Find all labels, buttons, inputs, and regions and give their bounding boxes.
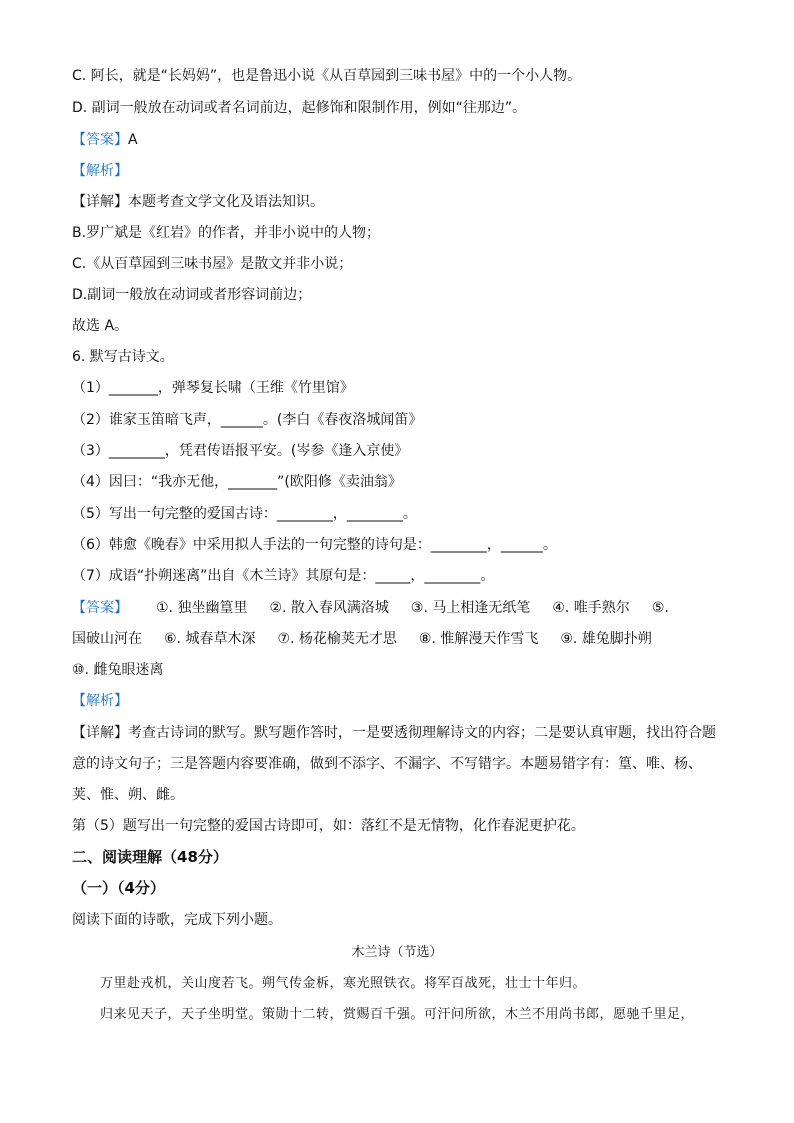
analysis-tag-2: 【解析】 xyxy=(72,693,128,709)
question-6-4: （4）因曰：“我亦无他，_______”(欧阳修《卖油翁》 xyxy=(72,474,402,490)
question-6-2: （2）谁家玉笛暗飞声，______。(李白《春夜洛城闻笛》 xyxy=(72,412,423,428)
option-d: D. 副词一般放在动词或者名词前边，起修饰和限制作用，例如“往那边”。 xyxy=(72,100,527,116)
instruction: 阅读下面的诗歌，完成下列小题。 xyxy=(72,912,282,928)
answer-item: 国破山河在 xyxy=(72,631,142,647)
answer-item: ③. 马上相逢无纸笔 xyxy=(410,600,531,616)
analysis-tag: 【解析】 xyxy=(72,163,128,179)
explanation-b: B.罗广斌是《红岩》的作者，并非小说中的人物； xyxy=(72,225,381,241)
answer-row-2 xyxy=(72,598,669,618)
answer-value: A xyxy=(128,132,138,148)
answer-item: ②. 散入春风满洛城 xyxy=(269,600,389,616)
answer-row-1 xyxy=(72,130,138,150)
poem-title: 木兰诗（节选） xyxy=(351,945,443,960)
explanation-d: D.副词一般放在动词或者形容词前边； xyxy=(72,287,312,303)
answer-tag: 【答案】 xyxy=(72,132,128,148)
explanation-c: C.《从百草园到三味书屋》是散文并非小说； xyxy=(72,256,353,272)
answer-item: ⑨. 雄兔脚扑朔 xyxy=(560,631,652,647)
detail-row-2b: 意的诗文句子；三是答题内容要准确，做到不添字、不漏字、不写错字。本题易错字有：篁、唯、杨、 xyxy=(72,756,702,772)
answer-item: ⑥. 城春草木深 xyxy=(164,631,256,647)
detail-tag: 【详解】 xyxy=(72,194,128,210)
question-6-5: （5）写出一句完整的爱国古诗：________，________。 xyxy=(72,506,417,522)
answer-item: ⑧. 惟解漫天作雪飞 xyxy=(418,631,539,647)
answer-tag: 【答案】 xyxy=(72,600,128,616)
answer-item: ①. 独坐幽篁里 xyxy=(156,600,248,616)
detail-row-1 xyxy=(72,192,324,212)
poem-line-2: 归来见天子，天子坐明堂。策勋十二转，赏赐百千强。可汗问所欲，木兰不用尚书郎，愿驰千里足， xyxy=(100,1007,695,1022)
answer-row-2b xyxy=(72,629,652,649)
detail-text: 本题考查文学文化及语法知识。 xyxy=(128,194,324,210)
answer-row-2c: ⑩. 雌兔眼迷离 xyxy=(72,662,164,678)
answer-item: ⑦. 杨花榆荚无才思 xyxy=(277,631,397,647)
question-6: 6. 默写古诗文。 xyxy=(72,349,174,365)
option-c: C. 阿长，就是“长妈妈”，也是鲁迅小说《从百草园到三味书屋》中的一个小人物。 xyxy=(72,68,582,84)
question-6-1: （1）_______，弹琴复长啸（王维《竹里馆》 xyxy=(72,380,354,396)
subsection-heading: （一）（4分） xyxy=(72,879,165,897)
detail-row-2c: 荚、惟、朔、雌。 xyxy=(72,787,184,803)
detail-row-2 xyxy=(72,723,716,743)
poem-line-1: 万里赴戎机，关山度若飞。朔气传金柝，寒光照铁衣。将军百战死，壮士十年归。 xyxy=(100,976,587,991)
detail-text: 考查古诗词的默写。默写题作答时，一是要透彻理解诗文的内容；二是要认真审题，找出符合题 xyxy=(128,725,716,741)
question-6-6: （6）韩愈《晚春》中采用拟人手法的一句完整的诗句是：________，______。 xyxy=(72,537,557,553)
choose-answer: 故选 A。 xyxy=(72,318,129,334)
detail-tag: 【详解】 xyxy=(72,725,128,741)
question-6-7: （7）成语“扑朔迷离”出自《木兰诗》其原句是：_____，________。 xyxy=(72,568,495,584)
question-6-3: （3）________，凭君传语报平安。(岑参《逢入京使》 xyxy=(72,443,409,459)
section-heading: 二、阅读理解（48分） xyxy=(72,848,228,866)
answer-item: ⑤. xyxy=(651,600,669,616)
answer-item: ④. 唯手熟尔 xyxy=(552,600,630,616)
detail-row-2d: 第（5）题写出一句完整的爱国古诗即可，如：落红不是无情物，化作春泥更护花。 xyxy=(72,818,585,834)
